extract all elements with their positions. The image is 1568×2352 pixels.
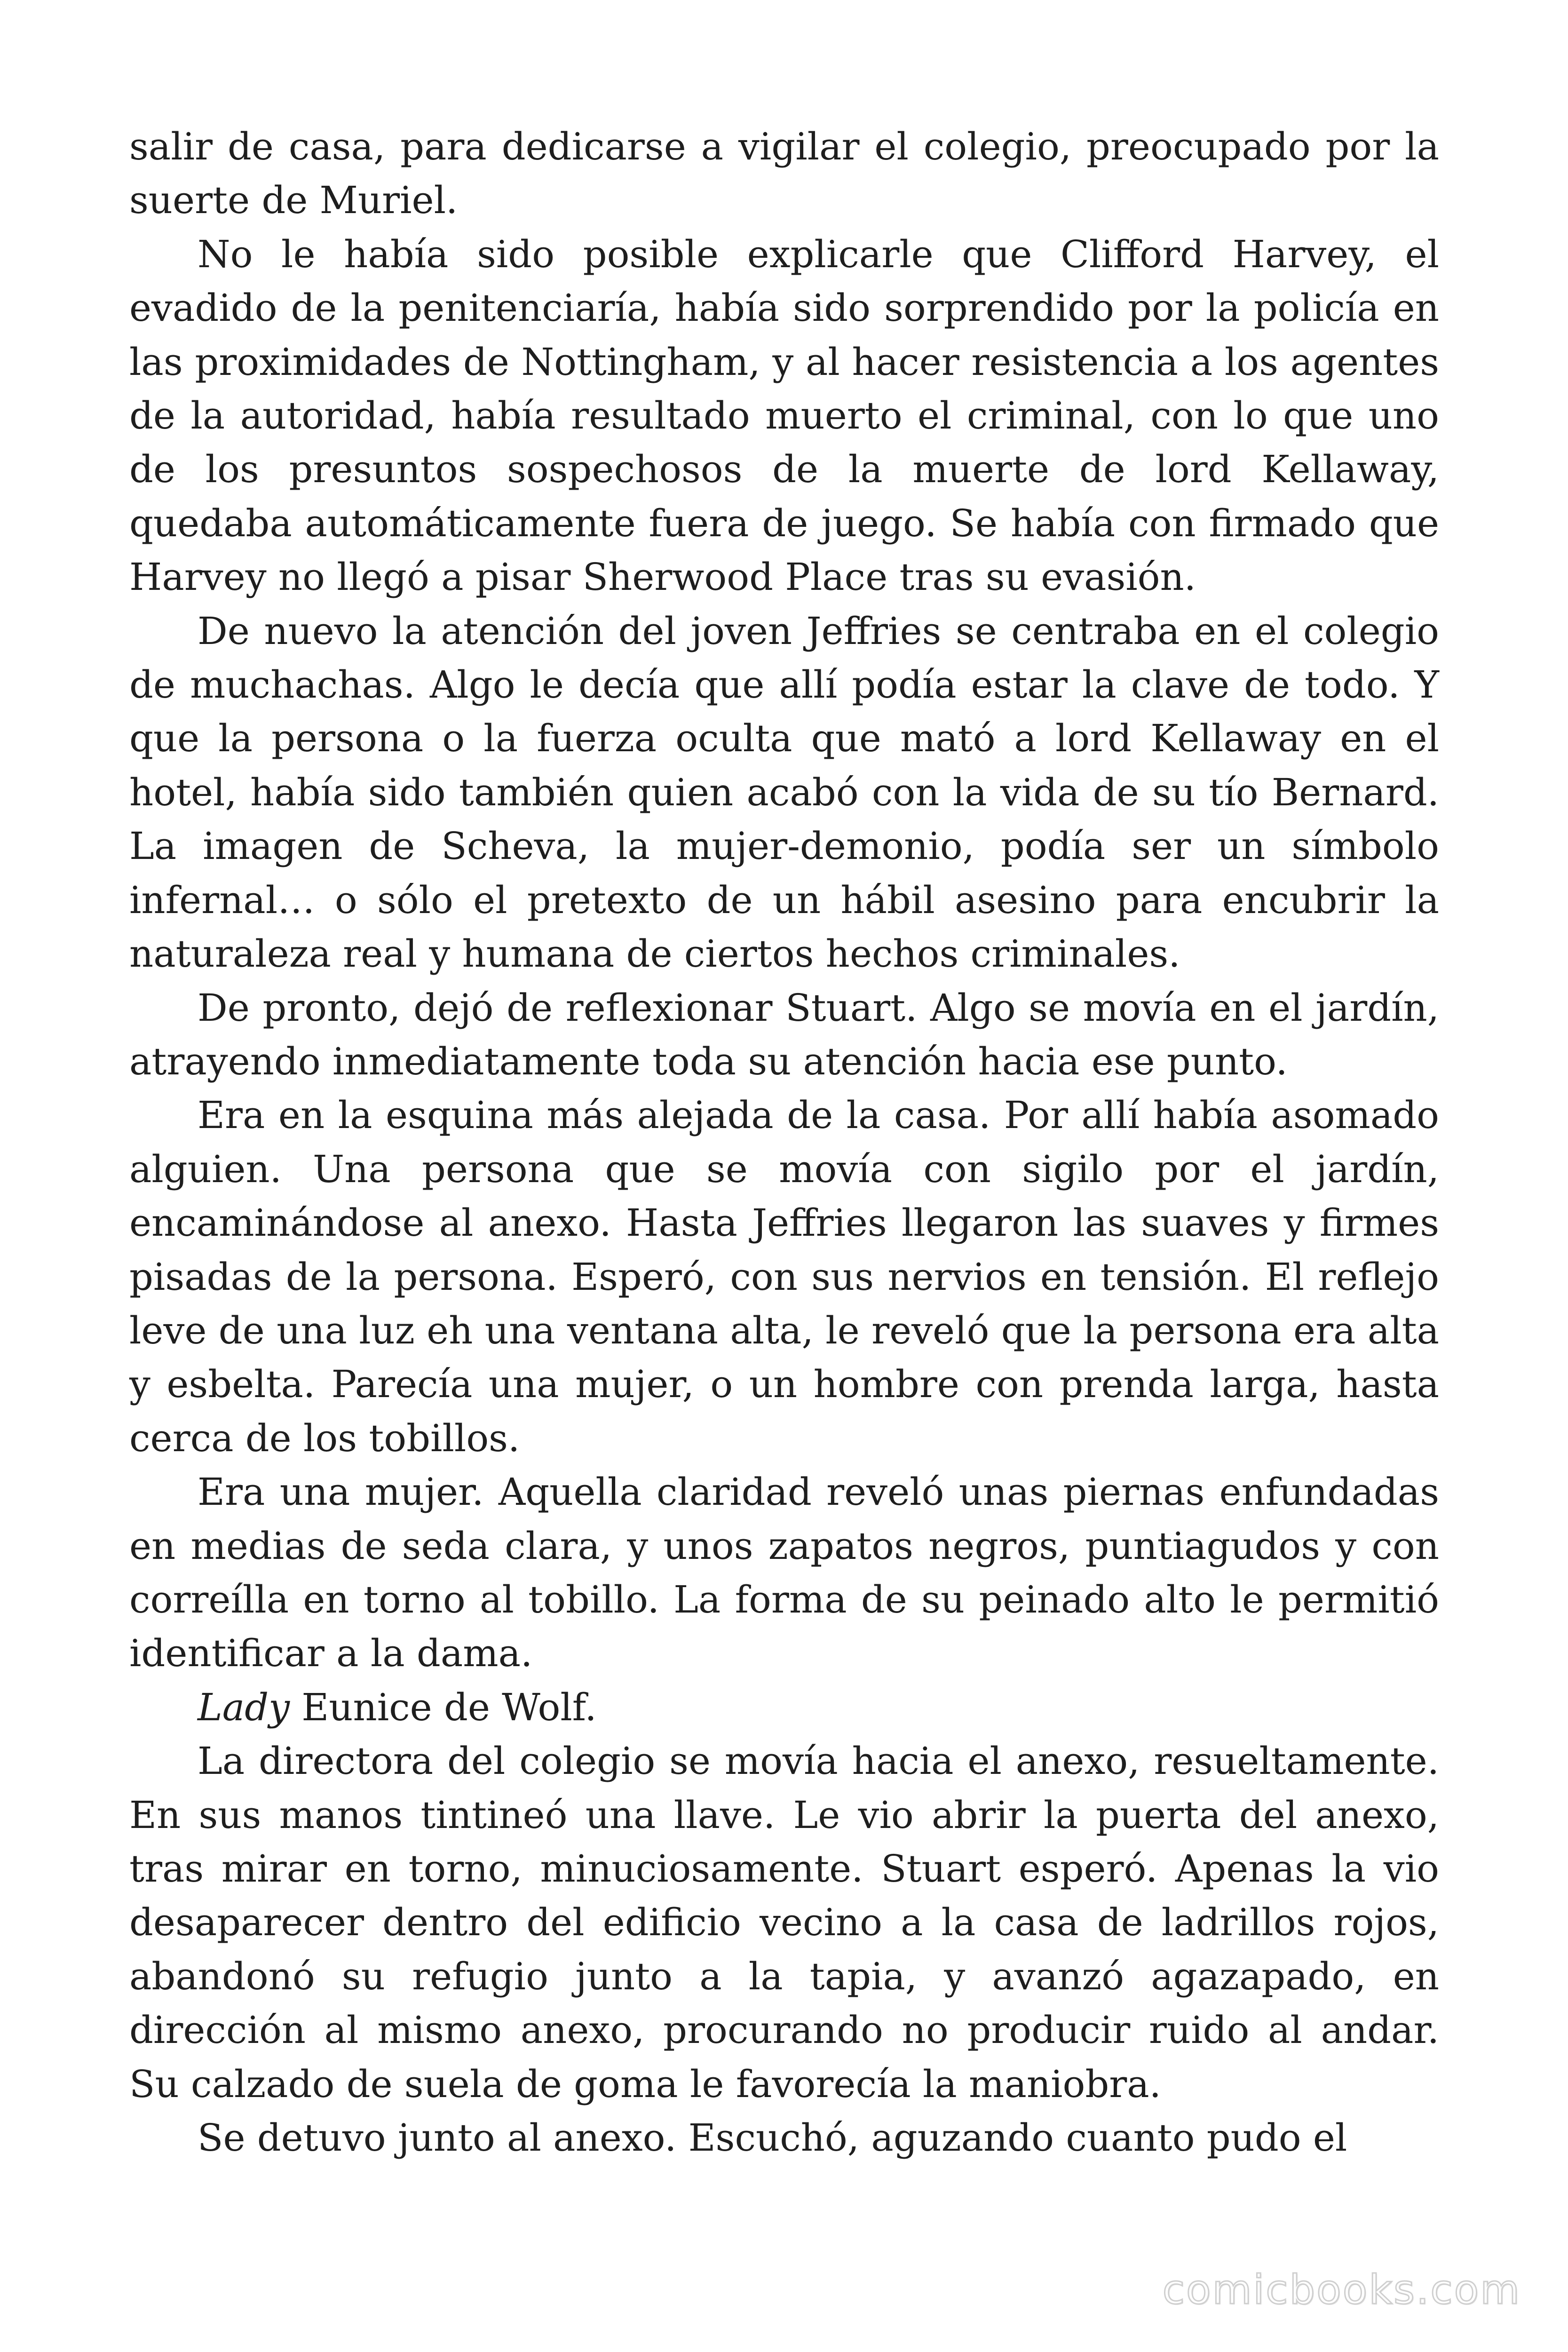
- book-page: [129, 120, 1439, 2165]
- paragraph-6: Era una mujer. Aquella claridad reveló unas piernas enfundadas en medias de seda clara, y unos zapatos negros, puntiagudos y con correílla en torno al tobillo. La forma de su peinado alto le permitió identificar a la dama.: [129, 1470, 1439, 1676]
- paragraph-9: Se detuvo junto al anexo. Escuchó, aguzando cuanto pudo el: [198, 2116, 1347, 2160]
- paragraph-3: De nuevo la atención del joven Jeffries se centraba en el colegio de muchachas. Algo le decía que allí podía estar la clave de todo. Y que la persona o la fuerza oculta que mató a lord Kellaway en el hotel, había sido también quien acabó con la vida de su tío Bernard. La imagen de Scheva, la mujer-demonio, podía ser un símbolo infernal… o sólo el pretexto de un hábil asesino para encubrir la naturaleza real y humana de ciertos hechos criminales.: [129, 609, 1439, 976]
- paragraph-7-italic: Lady: [198, 1685, 290, 1729]
- paragraph-2: No le había sido posible explicarle que Clifford Harvey, el evadido de la penitenciaría, había sido sorprendido por la policía en las proximidades de Nottingham, y al hacer resistencia a los agentes de la autoridad, había resultado muerto el criminal, con lo que uno de los presuntos sospechosos de la muerte de lord Kellaway, quedaba automáticamente fuera de juego. Se había con firmado que Harvey no llegó a pisar Sherwood Place tras su evasión.: [129, 232, 1439, 599]
- paragraph-7-text: Eunice de Wolf.: [290, 1685, 597, 1729]
- paragraph-5: Era en la esquina más alejada de la casa. Por allí había asomado alguien. Una persona que se movía con sigilo por el jardín, encaminándose al anexo. Hasta Jeffries llegaron las suaves y firmes pisadas de la persona. Esperó, con sus nervios en tensión. El reflejo leve de una luz eh una ventana alta, le reveló que la persona era alta y esbelta. Parecía una mujer, o un hombre con prenda larga, hasta cerca de los tobillos.: [129, 1093, 1439, 1460]
- paragraph-4: De pronto, dejó de reflexionar Stuart. Algo se movía en el jardín, atrayendo inmediatamente toda su atención hacia ese punto.: [129, 985, 1439, 1083]
- watermark: comicbooks.com: [1162, 2266, 1521, 2313]
- paragraph-7: [129, 1681, 1439, 1734]
- paragraph-8: La directora del colegio se movía hacia el anexo, resueltamente. En sus manos tintineó una llave. Le vio abrir la puerta del anexo, tras mirar en torno, minuciosamente. Stuart esperó. Apenas la vio desaparecer dentro del edificio vecino a la casa de ladrillos rojos, abandonó su refugio junto a la tapia, y avanzó agazapado, en dirección al mismo anexo, procurando no producir ruido al andar. Su calzado de suela de goma le favorecía la maniobra.: [129, 1739, 1439, 2106]
- paragraph-1: salir de casa, para dedicarse a vigilar el colegio, preocupado por la suerte de Muriel.: [129, 125, 1439, 222]
